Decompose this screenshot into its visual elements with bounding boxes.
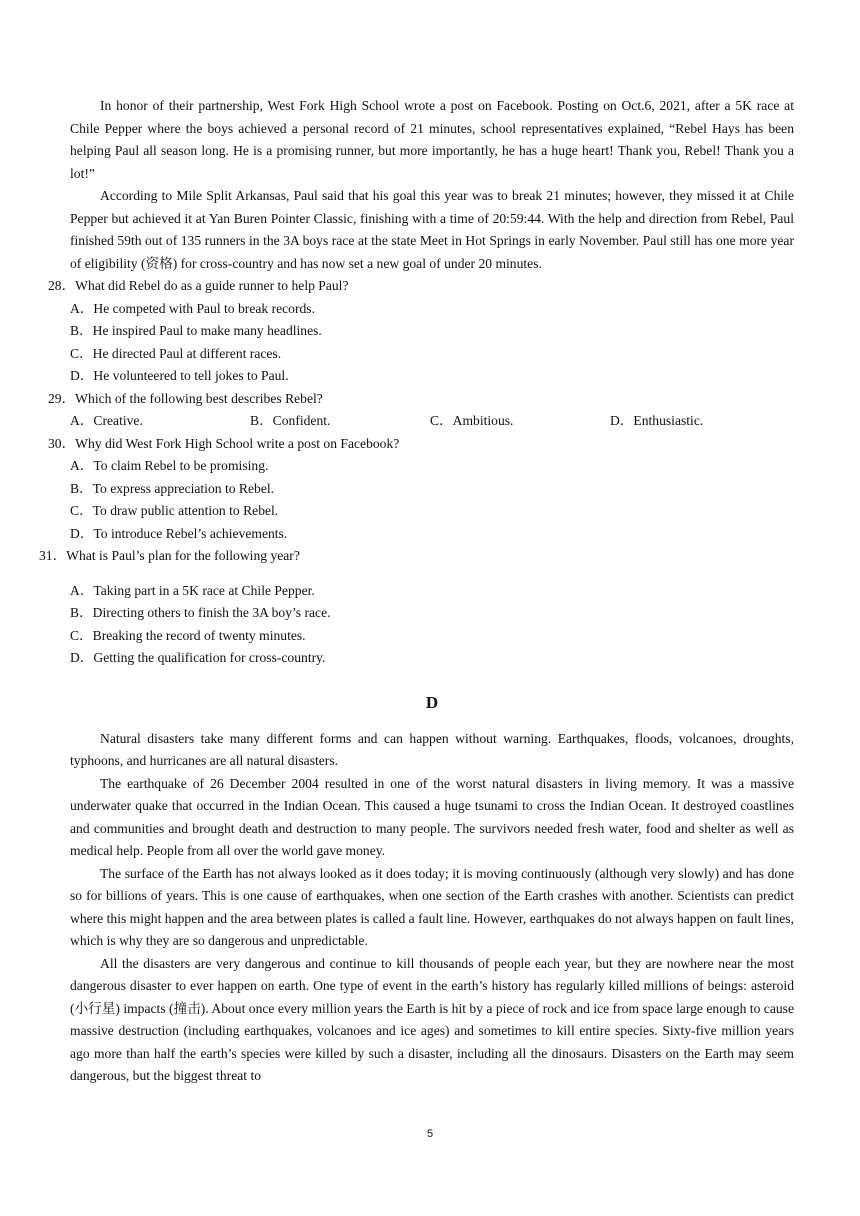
answer-option[interactable]: D．He volunteered to tell jokes to Paul. (70, 368, 289, 383)
passage-d-paragraph: The surface of the Earth has not always looked as it does today; it is moving continuously (although very slowly) and has done so for billions of years. This is one cause of earthquakes, when one section of the Earth crashes with another. Scientists can predict where this might happen and the area between plates is called a fault line. However, earthquakes do not always happen on fault lines, which is why they are so dangerous and unpredictable. (70, 865, 794, 948)
passage-d-paragraph: All the disasters are very dangerous and continue to kill thousands of people each year, but they are nowhere near the most dangerous disaster to ever happen on earth. One type of event in the earth’s history has regularly killed millions of beings: asteroid (小行星) impacts (撞击). About once every million years the Earth is hit by a piece of rock and ice from space large enough to cause massive destruction (including earthquakes, volcanoes and ice ages) and sometimes to kill entire species. Sixty-five million years ago more than half the earth’s species were killed by such a disaster, including all the dinosaurs. Disasters on the Earth may seem dangerous, but the biggest threat to (70, 955, 794, 1083)
answer-option[interactable]: A．Taking part in a 5K race at Chile Pepper. (70, 582, 315, 598)
section-heading: D (425, 692, 439, 712)
answer-option[interactable]: B．Confident. (250, 413, 331, 428)
answer-options-row (70, 410, 794, 433)
answer-option[interactable]: B．He inspired Paul to make many headlines. (70, 323, 322, 338)
answer-option[interactable]: D．Enthusiastic. (610, 413, 704, 428)
question-29 (48, 388, 794, 433)
answer-option[interactable]: A．Creative. (70, 413, 143, 428)
document-page (39, 95, 794, 1088)
answer-option[interactable]: A．He competed with Paul to break records. (70, 300, 315, 316)
passage-d-paragraph: The earthquake of 26 December 2004 resulted in one of the worst natural disasters in living memory. It was a massive underwater quake that occurred in the Indian Ocean. This caused a huge tsunami to cross the Indian Ocean. It destroyed coastlines and communities and brought death and destruction to many people. The survivors needed fresh water, food and shelter as well as medical help. People from all over the world gave money. (70, 775, 794, 858)
answer-option[interactable]: B．Directing others to finish the 3A boy’s race. (70, 605, 331, 620)
passage-c-paragraph: According to Mile Split Arkansas, Paul said that his goal this year was to break 21 minutes; however, they missed it at Chile Pepper but achieved it at Yan Buren Pointer Classic, finishing with a time of 20:59:44. With the help and direction from Rebel, Paul finished 59th out of 135 runners in the 3A boys race at the state Meet in Hot Springs in early November. Paul still has one more year of eligibility (资格) for cross-country and has now set a new goal of under 20 minutes. (70, 188, 794, 271)
spacer (70, 568, 794, 580)
answer-option[interactable]: C．He directed Paul at different races. (70, 345, 282, 361)
answer-option[interactable]: D．To introduce Rebel’s achievements. (70, 525, 288, 541)
answer-option[interactable]: C．Ambitious. (430, 413, 514, 428)
question-stem: 29．Which of the following best describes Rebel? (48, 390, 323, 406)
answer-option[interactable]: A．To claim Rebel to be promising. (70, 458, 269, 473)
answer-option[interactable]: B．To express appreciation to Rebel. (70, 480, 275, 496)
question-30 (48, 433, 794, 546)
answer-option[interactable]: D．Getting the qualification for cross-country. (70, 650, 326, 665)
question-28 (48, 275, 794, 388)
question-stem: 28．What did Rebel do as a guide runner to help Paul? (48, 278, 349, 293)
question-stem: 31．What is Paul’s plan for the following year? (39, 548, 300, 563)
question-stem: 30．Why did West Fork High School write a post on Facebook? (48, 435, 400, 451)
question-31 (39, 545, 794, 670)
passage-c-paragraph: In honor of their partnership, West Fork High School wrote a post on Facebook. Posting on Oct.6, 2021, after a 5K race at Chile Pepper where the boys achieved a personal record of 21 minutes, school representatives explained, “Rebel Hays has been helping Paul all season long. He is a promising runner, but more importantly, he has a huge heart! Thank you, Rebel! Thank you a lot!” (70, 98, 794, 181)
answer-option[interactable]: C．Breaking the record of twenty minutes. (70, 627, 306, 643)
answer-option[interactable]: C．To draw public attention to Rebel. (70, 503, 279, 518)
passage-d-paragraph: Natural disasters take many different forms and can happen without warning. Earthquakes, floods, volcanoes, droughts, typhoons, and hurricanes are all natural disasters. (70, 730, 794, 768)
page-number: 5 (426, 1128, 434, 1140)
